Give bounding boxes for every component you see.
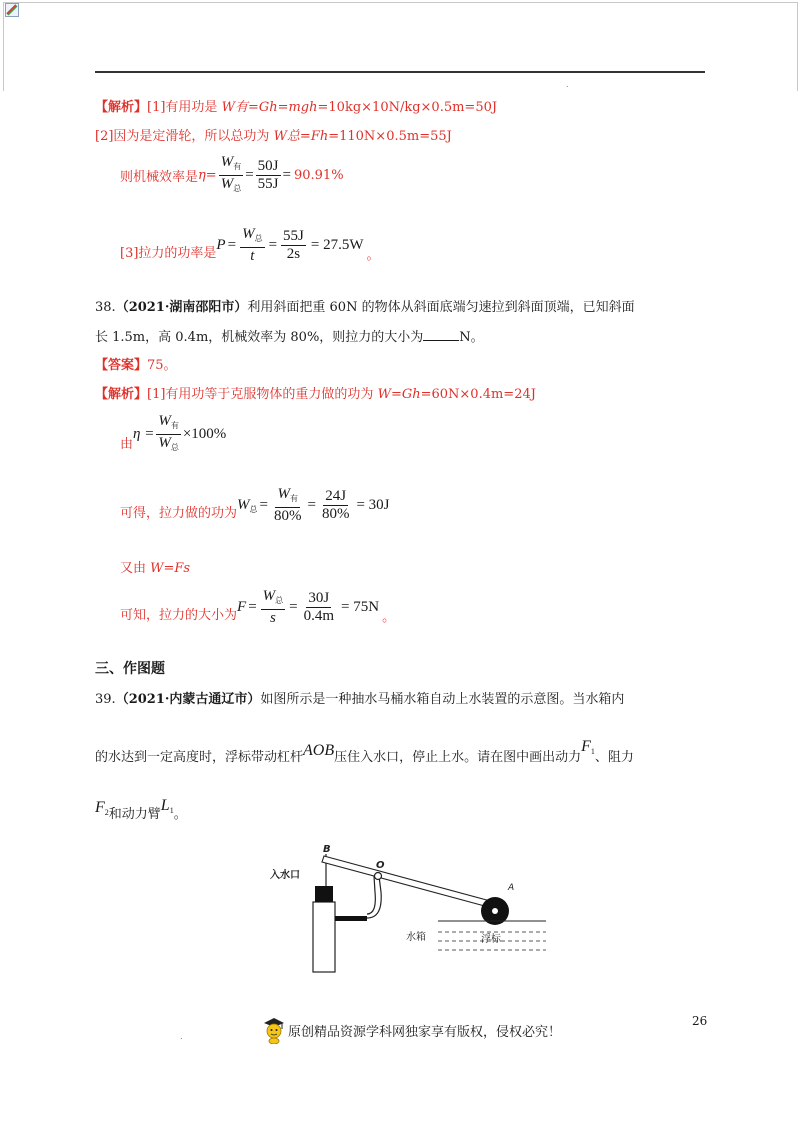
label-o: O bbox=[376, 860, 385, 871]
header-dot: . bbox=[566, 80, 569, 89]
question-39-line-3: $F_2$和动力臂$L_1$。 bbox=[95, 797, 187, 822]
label-a: A bbox=[508, 883, 515, 893]
eta-formula-line: 由 η = $\frac{W_有}{W_总}$ ×100% bbox=[120, 413, 226, 456]
label-float: 浮标 bbox=[481, 934, 501, 945]
answer-tag: 【答案】 bbox=[95, 358, 148, 373]
power-result: = 27.5W bbox=[310, 237, 364, 253]
total-work-fraction-1: $\frac{W_有}{80\%}$ bbox=[273, 486, 302, 524]
l1-symbol: $L_1$ bbox=[160, 797, 174, 815]
section-title: 三、作图题 bbox=[95, 661, 165, 677]
efficiency-result: 90.91% bbox=[293, 168, 344, 183]
question-38-line-1: 38.（2021·湖南邵阳市）利用斜面把重 60N 的物体从斜面底端匀速拉到斜面顶端，已知斜面 bbox=[95, 300, 635, 315]
copyright-notice: 原创精品资源学科网独家享有版权，侵权必究！ bbox=[288, 1024, 562, 1040]
force-fraction-2: $\frac{30J}{0.4m}$ bbox=[303, 590, 335, 624]
force-line: 可知，拉力的大小为 F = $\frac{W_总}{s}$ = $\frac{30J}{0.4m}$ = 75N 。 bbox=[120, 588, 396, 626]
label-tank: 水箱 bbox=[406, 932, 426, 943]
float-ball-center bbox=[492, 908, 498, 914]
analysis-line-1: 【解析】[1]有用功是 W有=Gh=mgh=10kg×10N/kg×0.5m=50J bbox=[95, 100, 498, 115]
analysis-line-2: [2]因为是定滑轮，所以总功为 W总=Fh=110N×0.5m=55J bbox=[95, 129, 452, 144]
efficiency-line: 则机械效率是 η= $\frac{W_有}{W_总}$ = $\frac{50J}{55J}$ = 90.91% bbox=[120, 154, 344, 197]
inlet-pipe bbox=[313, 902, 335, 972]
answer-blank bbox=[423, 328, 459, 341]
pivot-o bbox=[375, 873, 382, 880]
support-arm-inner bbox=[367, 876, 375, 914]
page-frame bbox=[3, 2, 798, 91]
force-fraction-1: $\frac{W_总}{s}$ bbox=[262, 588, 284, 626]
power-fraction-2: $\frac{55J}{2s}$ bbox=[283, 228, 304, 262]
inlet-block bbox=[315, 886, 333, 902]
efficiency-fraction-2: $\frac{50J}{55J}$ bbox=[257, 158, 279, 192]
question-source: （2021·湖南邵阳市） bbox=[115, 300, 248, 315]
footer-notice bbox=[262, 1016, 561, 1044]
total-work-fraction-2: $\frac{24J}{80\%}$ bbox=[321, 488, 350, 522]
answer-value: 75。 bbox=[147, 358, 177, 373]
footer-dot: . bbox=[180, 1032, 183, 1041]
again-line: 又由 W=Fs bbox=[120, 561, 191, 576]
lever-label: AOB bbox=[303, 742, 335, 759]
power-line: [3]拉力的功率是 P = $\frac{W_总}{t}$ = $\frac{55J}{2s}$ = 27.5W 。 bbox=[120, 226, 380, 264]
efficiency-fraction-1: $\frac{W_有}{W_总}$ bbox=[220, 154, 242, 193]
toilet-tank-diagram bbox=[268, 840, 558, 980]
page-number: 26 bbox=[692, 1014, 708, 1028]
lever-bar bbox=[322, 856, 494, 908]
question-number: 38. bbox=[95, 300, 116, 315]
label-inlet: 入水口 bbox=[270, 870, 300, 881]
analysis-tag: 【解析】 bbox=[95, 100, 148, 115]
question-38-line-2: 长 1.5m，高 0.4m，机械效率为 80%，则拉力的大小为 N。 bbox=[95, 330, 484, 345]
f1-symbol: $F_1$ bbox=[581, 738, 595, 756]
mascot-icon bbox=[262, 1016, 286, 1044]
formula-w-useful: W有=Gh=mgh bbox=[221, 100, 318, 115]
power-fraction-1: $\frac{W_总}{t}$ bbox=[242, 226, 263, 264]
answer-line bbox=[95, 357, 177, 375]
question-39-line-2: 的水达到一定高度时，浮标带动杠杆AOB压住入水口，停止上水。请在图中画出动力$F_1$、阻力 bbox=[95, 738, 634, 765]
label-b: B bbox=[323, 844, 331, 855]
formula-w-total: W总=Fh bbox=[273, 129, 329, 144]
eta-fraction: $\frac{W_有}{W_总}$ bbox=[158, 413, 179, 452]
broken-image-icon bbox=[5, 3, 19, 17]
outlet-pipe bbox=[335, 916, 367, 921]
total-work-line: 可得，拉力做的功为 $W_总$ = $\frac{W_有}{80\%}$ = $\frac{24J}{80\%}$ = 30J bbox=[120, 486, 390, 524]
header-rule bbox=[95, 71, 705, 73]
analysis-38-line-1: 【解析】[1]有用功等于克服物体的重力做的功为 W=Gh=60N×0.4m=24J bbox=[95, 387, 536, 402]
question-39-line-1: 39.（2021·内蒙古通辽市）如图所示是一种抽水马桶水箱自动上水装置的示意图。当水箱内 bbox=[95, 692, 625, 707]
f2-symbol: $F_2$ bbox=[95, 799, 109, 817]
